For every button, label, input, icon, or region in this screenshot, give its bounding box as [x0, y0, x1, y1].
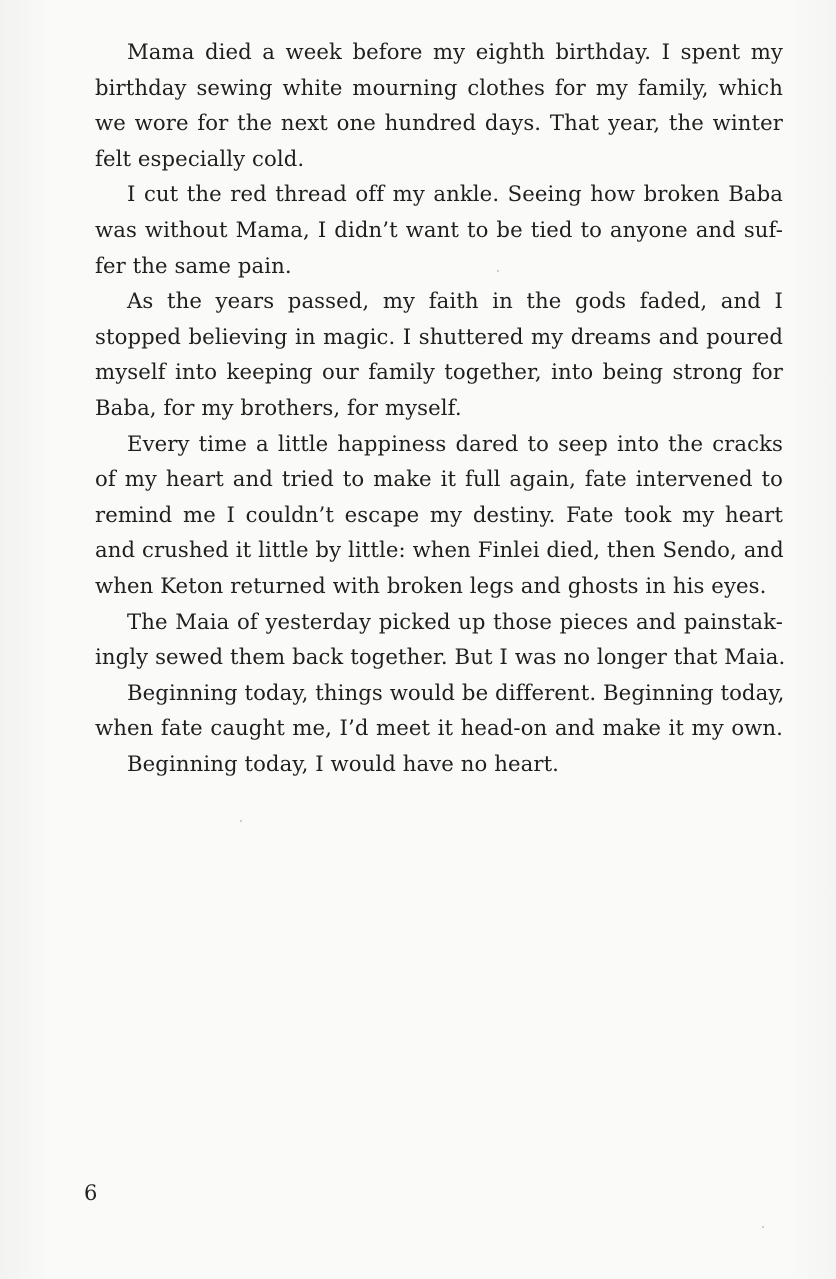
paragraph — [95, 746, 783, 782]
text-line: remind me I couldn’t escape my destiny. Fate took my heart — [95, 501, 783, 527]
paragraph — [95, 176, 783, 283]
text-line: Mama died a week before my eighth birthday. I spent my — [127, 39, 783, 64]
text-line: was without Mama, I didn’t want to be tied to anyone and suf- — [95, 216, 783, 242]
text-line: stopped believing in magic. I shuttered my dreams and poured — [95, 323, 783, 349]
text-line: ingly sewed them back together. But I was no longer that Maia. — [95, 644, 786, 670]
body-text — [95, 34, 786, 781]
paragraph — [95, 34, 783, 176]
page-number: 6 — [84, 1181, 98, 1205]
text-line: I cut the red thread off my ankle. Seeing how broken Baba — [127, 181, 783, 207]
paper-speck — [497, 270, 499, 272]
text-line: Baba, for my brothers, for myself. — [95, 394, 462, 420]
paper-speck — [240, 820, 242, 822]
text-line: felt especially cold. — [95, 145, 305, 171]
paper-speck — [762, 1226, 764, 1228]
text-line: myself into keeping our family together, into being strong for — [95, 359, 783, 385]
text-line: fer the same pain. — [95, 252, 292, 278]
paragraph — [95, 604, 786, 675]
paragraph — [95, 283, 783, 425]
text-line: Every time a little happiness dared to seep into the cracks — [127, 430, 783, 456]
text-line: when Keton returned with broken legs and ghosts in his eyes. — [95, 572, 767, 598]
text-line: we wore for the next one hundred days. That year, the winter — [95, 110, 783, 136]
paragraph — [95, 426, 783, 604]
text-line: Beginning today, I would have no heart. — [127, 750, 560, 776]
text-line: and crushed it little by little: when Finlei died, then Sendo, and — [95, 537, 784, 563]
text-line: Beginning today, things would be different. Beginning today, — [127, 679, 785, 705]
text-line: when fate caught me, I’d meet it head-on and make it my own. — [95, 715, 783, 741]
text-line: The Maia of yesterday picked up those pieces and painstak- — [127, 608, 783, 634]
paragraph — [95, 675, 783, 746]
text-line: As the years passed, my faith in the gods faded, and I — [127, 288, 783, 314]
text-line: birthday sewing white mourning clothes for my family, which — [95, 74, 783, 100]
text-line: of my heart and tried to make it full again, fate intervened to — [95, 466, 783, 492]
